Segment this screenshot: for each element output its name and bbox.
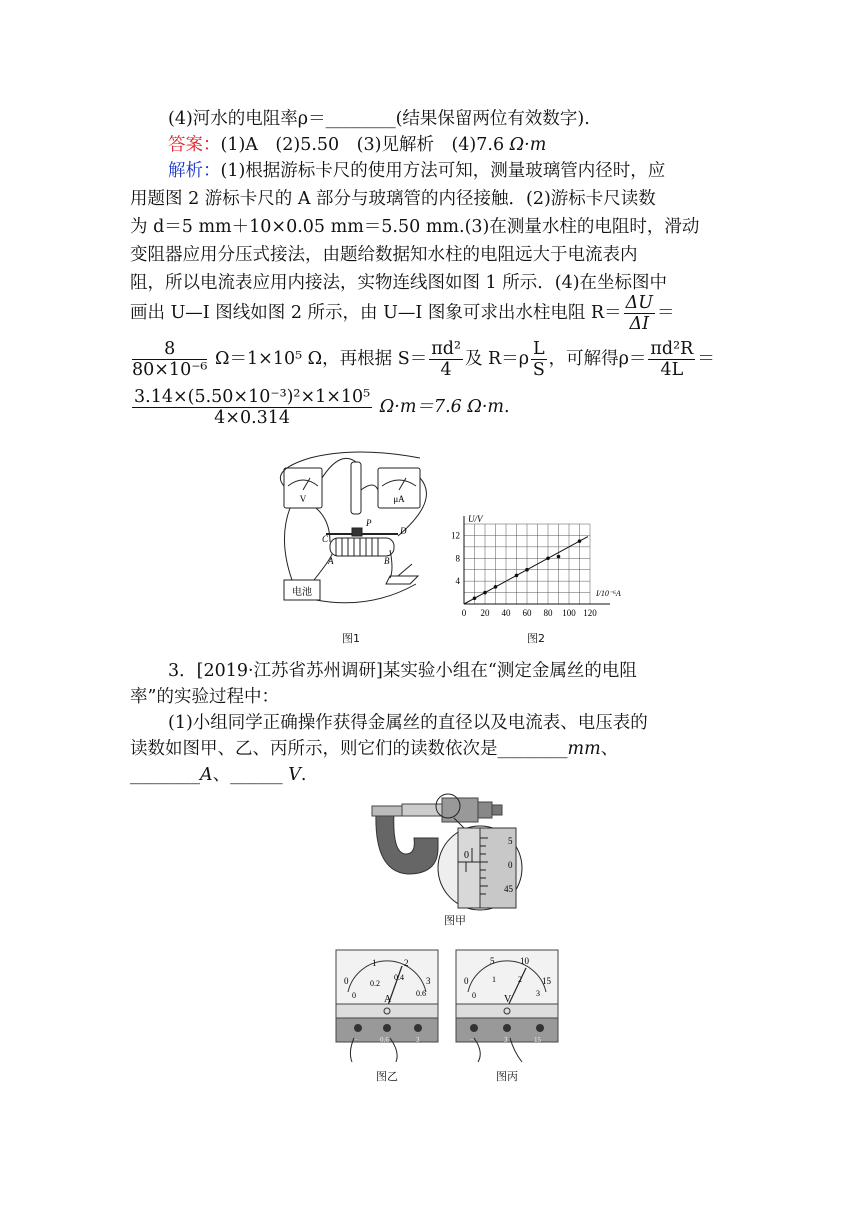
chart-y-label: U/V (468, 514, 483, 524)
micrometer-tick-45: 45 (504, 884, 513, 894)
y-tick-label: 4 (455, 576, 460, 587)
chart-axes (451, 516, 610, 618)
ammeter-bottom-02: 0.2 (370, 979, 380, 988)
voltmeter-terminal-neg: − (470, 1036, 474, 1044)
figure-1-caption: 图1 (342, 632, 360, 645)
analysis-text-1: (1)根据游标卡尺的使用方法可知，测量玻璃管内径时，应 (220, 161, 666, 181)
y-tick-label: 12 (451, 530, 460, 541)
fraction-rho-denominator: 4L (660, 360, 684, 380)
x-tick-label: 40 (501, 608, 511, 618)
q3-line-4-text: 读数如图甲、乙、丙所示，则它们的读数依次是________ (130, 739, 568, 759)
figure-jia-micrometer (368, 788, 528, 912)
voltmeter-bottom-0: 0 (472, 991, 476, 1000)
fraction-area-denominator: 4 (440, 360, 452, 380)
fraction-big-denominator: 4×0.314 (214, 408, 291, 428)
data-point (494, 585, 498, 589)
voltmeter-top-10: 10 (520, 956, 529, 966)
data-point (546, 556, 550, 560)
data-point (483, 591, 487, 595)
analysis-line-1 (168, 158, 730, 184)
fraction-8-numerator: 8 (132, 339, 207, 360)
data-point (515, 574, 519, 578)
figure-2-caption: 图2 (527, 632, 545, 645)
fraction-big-numerator: 3.14×(5.50×10⁻³)²×1×10⁵ (134, 387, 371, 407)
voltmeter-terminal-3: 3 (504, 1036, 508, 1044)
x-tick-label: 0 (461, 608, 467, 618)
q4-line: (4)河水的电阻率ρ＝________(结果保留两位有效数字). (168, 109, 590, 129)
fraction-l-s (531, 339, 547, 380)
line-7-end: ，可解得ρ＝ (548, 349, 647, 369)
voltmeter-unit: V (504, 994, 512, 1005)
figure-2-chart (440, 512, 660, 624)
fraction-rho-numerator: πd²R (650, 339, 694, 359)
y-tick-label: 8 (455, 553, 460, 564)
analysis-text-6: 画出 U—I 图线如图 2 所示，由 U—I 图象可求出水柱电阻 R＝ (130, 303, 622, 323)
voltmeter-top-15: 15 (542, 976, 551, 986)
battery-label: 电池 (292, 587, 312, 598)
fraction-l-s-numerator: L (533, 339, 545, 359)
glass-tube (351, 462, 361, 514)
line-7-and: 及 R＝ρ (464, 349, 529, 369)
ammeter-label: μA (393, 494, 405, 504)
ammeter-top-0: 0 (344, 976, 349, 986)
x-tick-label: 100 (562, 608, 576, 618)
fraction-area (429, 339, 463, 380)
analysis-line-4: 变阻器应用分压式接法，由题给数据知水柱的电阻远大于电流表内 (130, 245, 638, 265)
ammeter-top-1: 1 (372, 958, 377, 968)
fraction-big (132, 387, 372, 428)
figure-yi-caption: 图乙 (376, 1070, 398, 1083)
fraction-8-denominator: 80×10⁻⁶ (132, 360, 208, 380)
line-8-tail: Ω·m＝7.6 Ω·m. (374, 397, 510, 417)
figure-1-circuit (270, 450, 440, 610)
letter-b: B (384, 556, 390, 566)
line-7-middle: Ω＝1×10⁵ Ω，再根据 S＝ (209, 349, 428, 369)
letter-d: D (400, 526, 407, 536)
analysis-line-7 (130, 338, 730, 380)
x-tick-label: 120 (583, 608, 597, 618)
analysis-label: 解析： (168, 161, 221, 181)
figure-yi-ammeter (334, 948, 440, 1064)
q3-blank-v: 、______ (212, 765, 289, 785)
analysis-line-3: 为 d＝5 mm＋10×0.05 mm＝5.50 mm.(3)在测量水柱的电阻时，滑动 (130, 217, 700, 237)
answer-label: 答案： (168, 135, 221, 155)
micrometer-sleeve-zero: 0 (464, 850, 469, 861)
data-point (578, 539, 582, 543)
micrometer-tick-5: 5 (508, 836, 513, 846)
ammeter-terminal-3: 3 (416, 1036, 420, 1044)
voltmeter-terminal-15: 15 (534, 1036, 541, 1044)
answer-unit: Ω·m (509, 135, 547, 155)
voltmeter-top-5: 5 (490, 956, 495, 966)
micrometer-tick-0: 0 (508, 860, 513, 870)
answer-line (168, 132, 730, 158)
figure-bing-voltmeter (454, 948, 560, 1064)
letter-p: P (366, 518, 372, 528)
x-tick-label: 80 (543, 608, 553, 618)
rheostat (330, 538, 394, 556)
chart-grid (464, 524, 590, 604)
ammeter-terminal-neg: − (354, 1036, 358, 1044)
figure-jia-caption: 图甲 (444, 914, 466, 927)
equals-sign: ＝ (656, 303, 675, 323)
voltmeter-top-0: 0 (464, 976, 469, 986)
voltmeter-bottom-1: 1 (492, 975, 496, 984)
analysis-line-5: 阻，所以电流表应用内接法，实物连线图如图 1 所示．(4)在坐标图中 (130, 273, 668, 293)
q3-line-4 (130, 736, 730, 762)
fraction-rho (648, 339, 695, 380)
q3-line-5 (130, 762, 730, 788)
letter-c: C (322, 534, 329, 544)
analysis-line-8 (130, 386, 730, 428)
ammeter-bottom-0: 0 (352, 991, 356, 1000)
data-point (473, 596, 477, 600)
chart-x-label: I/10⁻⁶A (596, 589, 621, 598)
q3-unit-v: V (288, 765, 301, 785)
letter-a: A (328, 556, 334, 566)
q3-unit-a: A (200, 765, 213, 785)
q3-blank-a: ________ (130, 765, 200, 785)
voltmeter-bottom-2: 2 (518, 975, 522, 984)
fraction-du-numerator: ΔU (625, 293, 653, 313)
data-point (557, 555, 561, 559)
ammeter-bottom-06: 0.6 (416, 989, 426, 998)
q3-line-3: (1)小组同学正确操作获得金属丝的直径以及电流表、电压表的 (168, 713, 648, 733)
figure-bing-caption: 图丙 (496, 1070, 518, 1083)
equals-sign-2: ＝ (697, 349, 715, 369)
fraction-area-numerator: πd² (431, 339, 461, 359)
fraction-du-denominator: ΔI (629, 314, 650, 334)
analysis-line-6 (130, 292, 730, 334)
ammeter-top-3: 3 (426, 976, 431, 986)
x-tick-label: 20 (480, 608, 490, 618)
ammeter-unit: A (384, 994, 392, 1005)
x-tick-label: 60 (522, 608, 532, 618)
data-point (525, 568, 529, 572)
answer-text: (1)A (2)5.50 (3)见解析 (4)7.6 (220, 135, 510, 155)
voltmeter-label: V (299, 494, 307, 504)
fraction-du-di (624, 293, 655, 334)
ammeter-top-2: 2 (404, 958, 409, 968)
analysis-line-2: 用题图 2 游标卡尺的 A 部分与玻璃管的内径接触．(2)游标卡尺读数 (130, 189, 656, 209)
ammeter-bottom-04: 0.4 (394, 973, 404, 982)
q3-end: . (300, 765, 307, 785)
ammeter-terminal-06: 0.6 (380, 1036, 389, 1044)
fraction-8 (132, 339, 207, 380)
q3-line-4-sep: 、 (600, 739, 619, 759)
q3-unit-mm: mm (567, 739, 601, 759)
q3-line-1: 3．[2019·江苏省苏州调研]某实验小组在“测定金属丝的电阻 (168, 661, 637, 681)
voltmeter-bottom-3: 3 (536, 989, 540, 998)
q3-line-2: 率”的实验过程中： (130, 687, 279, 707)
fraction-l-s-denominator: S (532, 360, 545, 380)
